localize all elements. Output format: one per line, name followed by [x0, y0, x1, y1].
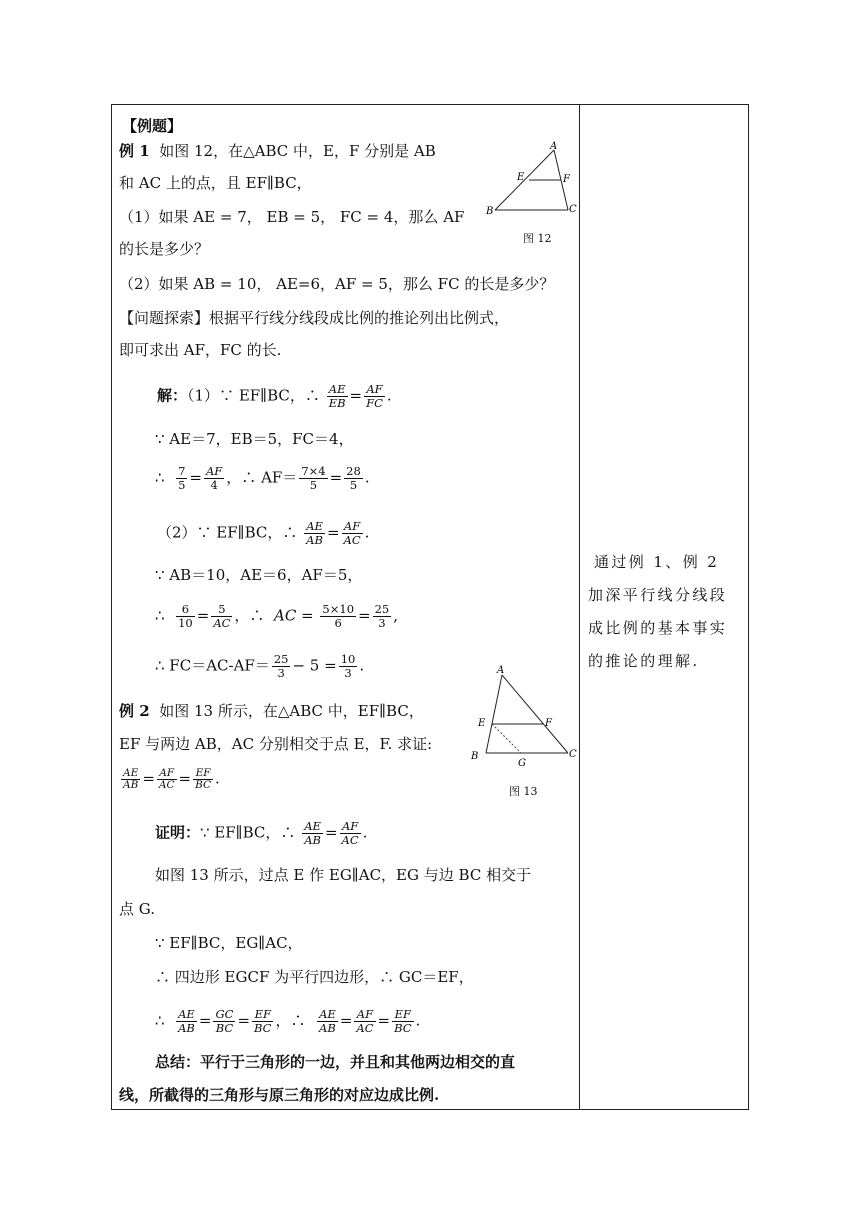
point-label: A — [497, 665, 505, 676]
solution-label: 解： — [157, 386, 188, 405]
point-label: F — [563, 174, 570, 185]
fraction: $\frac{AE}{AB}$ — [123, 767, 139, 791]
point-label: C — [569, 204, 577, 215]
solution-step-6: ∴ $\frac{6}{10}$ = $\frac{5}{AC}$ ，∴ AC = $\frac{5\times 10}{6}$ = $\frac{25}{3}$ , — [155, 602, 399, 630]
fraction: $\frac{7}{5}$ — [178, 464, 186, 492]
summary-line-2: 线，所截得的三角形与原三角形的对应边成比例. — [119, 1086, 440, 1104]
example-1-label: 例 1 — [119, 142, 150, 160]
point-label: B — [486, 206, 494, 217]
solution-step-1: 解：（1）∵ EF∥BC，∴ $\frac{AE}{EB}$ = $\frac{AF}{FC}$ . — [157, 382, 392, 410]
fraction: $\frac{AF}{FC}$ — [366, 382, 383, 410]
column-divider — [579, 105, 580, 1109]
point-label: C — [569, 749, 577, 760]
solution-step-2: ∵ AE＝7，EB＝5，FC＝4， — [155, 430, 354, 448]
example-2-line-2: EF 与两边 AB，AC 分别相交于点 E，F. 求证: — [119, 735, 433, 753]
fraction: $\frac{AE}{EB}$ — [328, 382, 346, 410]
point-label: F — [545, 718, 552, 729]
fraction: $\frac{28}{5}$ — [346, 464, 361, 492]
fraction: $\frac{AE}{AB}$ — [306, 519, 323, 547]
proof-label: 证明： — [155, 823, 201, 842]
fraction: $\frac{AE}{AB}$ — [178, 1007, 195, 1035]
fraction: $\frac{25}{3}$ — [273, 652, 289, 680]
summary-line-1: 总结：平行于三角形的一边，并且和其他两边相交的直 — [155, 1053, 516, 1071]
solution-step-7: ∴ FC＝AC-AF＝ $\frac{25}{3}$ − 5 = $\frac{10}{3}$ . — [155, 652, 365, 680]
fraction: $\frac{EF}{BC}$ — [195, 767, 212, 791]
fraction: $\frac{AF}{4}$ — [206, 464, 223, 492]
solution-step-4: （2）∵ EF∥BC，∴ $\frac{AE}{AB}$ = $\frac{AF}{AC}$ . — [157, 519, 370, 547]
point-label: E — [517, 172, 525, 183]
fraction: $\frac{GC}{BC}$ — [215, 1007, 234, 1035]
point-label: B — [471, 751, 479, 762]
explore-line-2: 即可求出 AF，FC 的长. — [119, 341, 282, 359]
section-heading: 【例题】 — [122, 117, 183, 135]
fraction: $\frac{AF}{AC}$ — [158, 767, 175, 791]
summary-label: 总结： — [155, 1053, 201, 1071]
figure-13-triangle — [466, 662, 582, 768]
fraction: $\frac{AF}{AC}$ — [343, 519, 361, 547]
fraction: $\frac{6}{10}$ — [178, 602, 193, 630]
fraction: $\frac{5}{AC}$ — [213, 602, 231, 630]
point-label: G — [518, 758, 526, 768]
solution-step-3: ∴ $\frac{7}{5}$ = $\frac{AF}{4}$ ，∴ AF＝ $\frac{7\times 4}{5}$ = $\frac{28}{5}$ . — [155, 464, 370, 492]
example-1-line-2: 和 AC 上的点，且 EF∥BC， — [119, 174, 312, 192]
fraction: $\frac{25}{3}$ — [374, 602, 390, 630]
point-label: E — [478, 718, 486, 729]
fraction: $\frac{AE}{AB}$ — [304, 819, 321, 847]
solution-step-5: ∵ AB＝10，AE＝6，AF＝5， — [155, 566, 363, 584]
proof-step-2-cont: 点 G. — [119, 900, 155, 918]
fraction: $\frac{5\times 10}{6}$ — [322, 602, 355, 630]
fraction: $\frac{AE}{AB}$ — [319, 1007, 336, 1035]
proof-step-4: ∴ 四边形 EGCF 为平行四边形，∴ GC＝EF， — [155, 968, 474, 986]
explore-tag: 【问题探索】 — [119, 309, 210, 327]
fraction: $\frac{EF}{BC}$ — [254, 1007, 272, 1035]
example-2-label: 例 2 — [119, 702, 150, 720]
question-1: （1）如果 AE = 7， EB = 5， FC = 4，那么 AF — [119, 208, 465, 226]
fraction: $\frac{7\times 4}{5}$ — [301, 464, 326, 492]
fraction: $\frac{10}{3}$ — [340, 652, 356, 680]
question-2: （2）如果 AB = 10， AE=6，AF = 5，那么 FC 的长是多少？ — [119, 275, 555, 293]
example-1-line-1: 例 1 如图 12，在△ABC 中，E，F 分别是 AB — [119, 142, 436, 160]
proof-step-5: ∴ $\frac{AE}{AB}$ = $\frac{GC}{BC}$ = $\frac{EF}{BC}$ ，∴ $\frac{AE}{AB}$ = $\frac{AF}{AC}$ = $\frac{EF}{BC}$ . — [155, 1007, 421, 1035]
figure-13-caption: 图 13 — [509, 785, 538, 798]
example-2-claim: $\frac{AE}{AB}$ = $\frac{AF}{AC}$ = $\frac{EF}{BC}$ . — [123, 767, 220, 791]
explore-line: 【问题探索】根据平行线分线段成比例的推论列出比例式， — [119, 309, 510, 327]
proof-step-1: 证明：∵ EF∥BC，∴ $\frac{AE}{AB}$ = $\frac{AF}{AC}$ . — [155, 819, 368, 847]
fraction: $\frac{AF}{AC}$ — [356, 1007, 374, 1035]
figure-12-triangle — [484, 140, 590, 220]
proof-step-2: 如图 13 所示，过点 E 作 EG∥AC，EG 与边 BC 相交于 — [155, 866, 532, 884]
figure-12-caption: 图 12 — [523, 232, 552, 245]
example-2-line-1: 例 2 如图 13 所示，在△ABC 中，EF∥BC， — [119, 702, 424, 720]
side-note: 通过例 1、例 2 加深平行线分线段成比例的基本事实的推论的理解. — [588, 553, 728, 670]
fraction: $\frac{EF}{BC}$ — [394, 1007, 412, 1035]
proof-step-3: ∵ EF∥BC，EG∥AC， — [155, 934, 303, 952]
question-1-cont: 的长是多少？ — [119, 240, 210, 258]
point-label: A — [550, 141, 558, 152]
fraction: $\frac{AF}{AC}$ — [341, 819, 359, 847]
